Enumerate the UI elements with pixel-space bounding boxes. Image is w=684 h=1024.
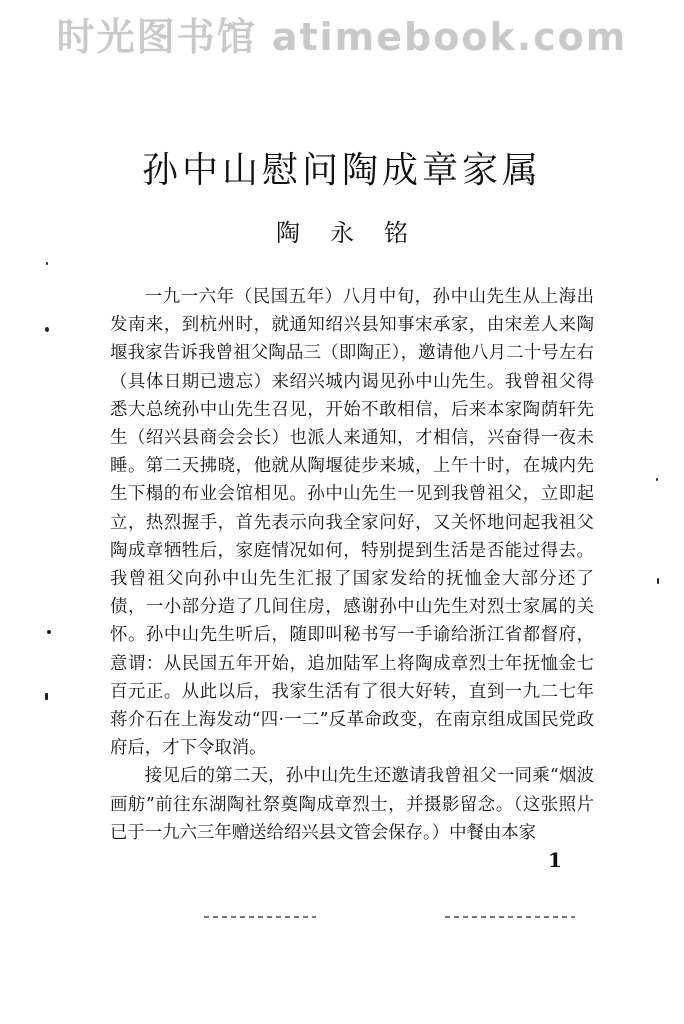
- scan-speck: [47, 630, 51, 634]
- article-author: 陶永铭: [276, 219, 438, 247]
- scan-speck: [656, 478, 658, 481]
- scan-speck: [45, 327, 49, 332]
- scan-speck: [657, 578, 659, 584]
- scan-footer-line: [204, 916, 316, 918]
- paragraph: 一九一六年（民国五年）八月中旬，孙中山先生从上海出发南来，到杭州时，就通知绍兴县知事宋承家，由宋差人来陶堰我家告诉我曾祖父陶品三（即陶正），邀请他八月二十号左右（具体日期已遗忘）来绍兴城内谒见孙中山先生。我曾祖父得悉大总统孙中山先生召见，开始不敢相信，后来本家陶荫轩先生（绍兴县商会会长）也派人来通知，才相信，兴奋得一夜未睡。第二天拂晓，他就从陶堰徒步来城，上午十时，在城内先生下榻的布业会馆相见。孙中山先生一见到我曾祖父，立即起立，热烈握手，首先表示向我全家问好，又关怀地问起我祖父陶成章牺牲后，家庭情况如何，特别提到生活是否能过得去。我曾祖父向孙中山先生汇报了国家发给的抚恤金大部分还了债，一小部分造了几间住房，感谢孙中山先生对烈士家属的关怀。孙中山先生听后，随即叫秘书写一手谕给浙江省都督府，意谓：从民国五年开始，追加陆军上将陶成章烈士年抚恤金七百元正。从此以后，我家生活有了很大好转，直到一九二七年蒋介石在上海发动“四·一二”反革命政变，在南京组成国民党政府后，才下令取消。: [110, 287, 594, 759]
- scan-speck: [45, 693, 48, 700]
- watermark: 时光图书馆 atimebook.com: [56, 15, 628, 59]
- article-title: 孙中山慰问陶成章家属: [141, 150, 542, 191]
- scan-speck: [46, 262, 48, 265]
- article-body: [110, 283, 594, 847]
- page-number: 1: [548, 848, 562, 872]
- scan-footer-line: [445, 916, 575, 918]
- paragraph: 接见后的第二天，孙中山先生还邀请我曾祖父一同乘“烟波画舫”前往东湖陶社祭奠陶成章烈士，并摄影留念。（这张照片已于一九六三年赠送给绍兴县文管会保存。）中餐由本家: [110, 766, 594, 843]
